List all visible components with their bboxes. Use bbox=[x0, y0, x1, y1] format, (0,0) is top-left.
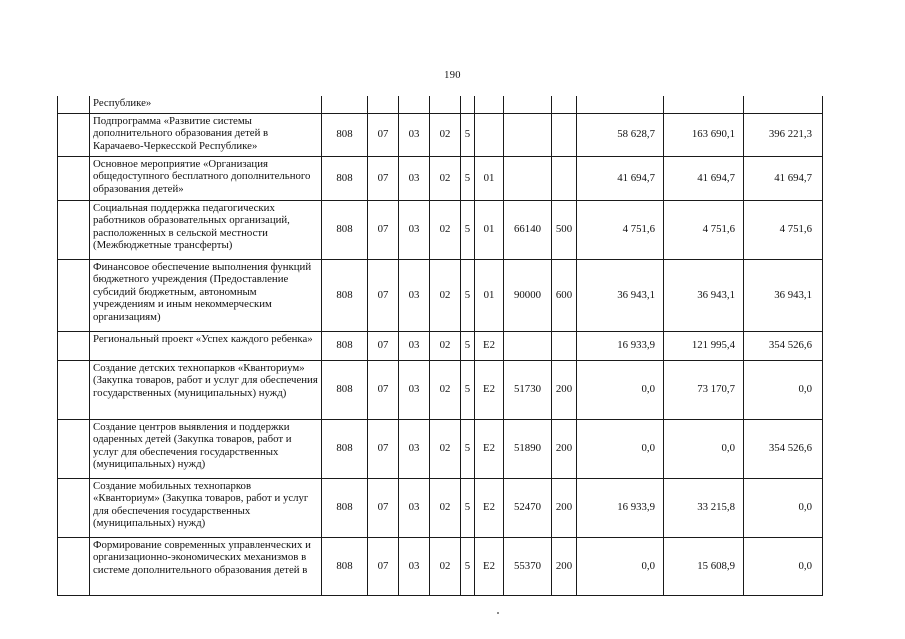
page-number: 190 bbox=[444, 70, 461, 81]
blank-cell bbox=[58, 537, 90, 595]
event-code-cell: E2 bbox=[475, 419, 504, 478]
blank-cell bbox=[58, 259, 90, 331]
subsection-cell: 03 bbox=[399, 156, 430, 200]
expense-type-cell: 600 bbox=[552, 259, 577, 331]
event-code-cell: E2 bbox=[475, 331, 504, 360]
subprogram-code-cell bbox=[461, 96, 475, 113]
expense-type-cell: 200 bbox=[552, 360, 577, 419]
blank-cell bbox=[58, 113, 90, 156]
table-row bbox=[58, 113, 823, 156]
item-name-cell: Социальная поддержка педагогических работников образовательных организаций, расположенных в сельской местности (Межбюджетные трансферты) bbox=[90, 200, 322, 259]
subsection-cell: 03 bbox=[399, 113, 430, 156]
ved-cell: 808 bbox=[322, 478, 368, 537]
amount-year1-cell: 58 628,7 bbox=[577, 113, 664, 156]
amount-year2-cell: 163 690,1 bbox=[664, 113, 744, 156]
blank-cell bbox=[58, 96, 90, 113]
amount-year3-cell: 41 694,7 bbox=[744, 156, 823, 200]
direction-code-cell bbox=[504, 113, 552, 156]
subsection-cell: 03 bbox=[399, 537, 430, 595]
section-cell: 07 bbox=[368, 200, 399, 259]
event-code-cell bbox=[475, 96, 504, 113]
item-name-cell: Формирование современных управленческих и организационно-экономических механизмов в системе дополнительного образования детей в bbox=[90, 537, 322, 595]
expense-type-cell: 200 bbox=[552, 419, 577, 478]
expense-type-cell bbox=[552, 113, 577, 156]
amount-year1-cell: 0,0 bbox=[577, 537, 664, 595]
amount-year1-cell: 0,0 bbox=[577, 360, 664, 419]
subsection-cell: 03 bbox=[399, 200, 430, 259]
table-row bbox=[58, 537, 823, 595]
section-cell: 07 bbox=[368, 113, 399, 156]
subprogram-code-cell: 5 bbox=[461, 200, 475, 259]
direction-code-cell: 66140 bbox=[504, 200, 552, 259]
item-name-cell: Создание мобильных технопарков «Кванториум» (Закупка товаров, работ и услуг для обеспечения государственных (муниципальных) нужд) bbox=[90, 478, 322, 537]
section-cell: 07 bbox=[368, 156, 399, 200]
amount-year1-cell bbox=[577, 96, 664, 113]
amount-year3-cell: 396 221,3 bbox=[744, 113, 823, 156]
expense-type-cell bbox=[552, 331, 577, 360]
table-row bbox=[58, 200, 823, 259]
budget-table bbox=[57, 96, 823, 596]
amount-year2-cell bbox=[664, 96, 744, 113]
direction-code-cell bbox=[504, 156, 552, 200]
program-code-cell: 02 bbox=[430, 419, 461, 478]
ved-cell: 808 bbox=[322, 331, 368, 360]
amount-year3-cell: 354 526,6 bbox=[744, 419, 823, 478]
expense-type-cell bbox=[552, 96, 577, 113]
subprogram-code-cell: 5 bbox=[461, 259, 475, 331]
event-code-cell: 01 bbox=[475, 156, 504, 200]
subprogram-code-cell: 5 bbox=[461, 478, 475, 537]
program-code-cell: 02 bbox=[430, 360, 461, 419]
program-code-cell: 02 bbox=[430, 537, 461, 595]
subsection-cell: 03 bbox=[399, 259, 430, 331]
direction-code-cell: 51730 bbox=[504, 360, 552, 419]
item-name-cell: Республике» bbox=[90, 96, 322, 113]
blank-cell bbox=[58, 478, 90, 537]
ved-cell: 808 bbox=[322, 113, 368, 156]
program-code-cell bbox=[430, 96, 461, 113]
amount-year2-cell: 73 170,7 bbox=[664, 360, 744, 419]
scan-speck bbox=[497, 612, 499, 614]
blank-cell bbox=[58, 200, 90, 259]
ved-cell: 808 bbox=[322, 156, 368, 200]
program-code-cell: 02 bbox=[430, 331, 461, 360]
program-code-cell: 02 bbox=[430, 200, 461, 259]
subprogram-code-cell: 5 bbox=[461, 331, 475, 360]
direction-code-cell: 55370 bbox=[504, 537, 552, 595]
section-cell: 07 bbox=[368, 478, 399, 537]
amount-year2-cell: 41 694,7 bbox=[664, 156, 744, 200]
table-row bbox=[58, 259, 823, 331]
table-row bbox=[58, 156, 823, 200]
amount-year1-cell: 16 933,9 bbox=[577, 331, 664, 360]
subprogram-code-cell: 5 bbox=[461, 113, 475, 156]
amount-year1-cell: 0,0 bbox=[577, 419, 664, 478]
ved-cell: 808 bbox=[322, 360, 368, 419]
amount-year3-cell: 0,0 bbox=[744, 478, 823, 537]
section-cell: 07 bbox=[368, 331, 399, 360]
event-code-cell: 01 bbox=[475, 259, 504, 331]
item-name-cell: Основное мероприятие «Организация общедоступного бесплатного дополнительного образования детей» bbox=[90, 156, 322, 200]
blank-cell bbox=[58, 419, 90, 478]
subsection-cell: 03 bbox=[399, 478, 430, 537]
event-code-cell bbox=[475, 113, 504, 156]
expense-type-cell: 200 bbox=[552, 478, 577, 537]
amount-year3-cell: 36 943,1 bbox=[744, 259, 823, 331]
blank-cell bbox=[58, 331, 90, 360]
subprogram-code-cell: 5 bbox=[461, 360, 475, 419]
table-row bbox=[58, 360, 823, 419]
amount-year3-cell: 0,0 bbox=[744, 537, 823, 595]
amount-year3-cell: 0,0 bbox=[744, 360, 823, 419]
table-row bbox=[58, 96, 823, 113]
subprogram-code-cell: 5 bbox=[461, 419, 475, 478]
direction-code-cell bbox=[504, 96, 552, 113]
event-code-cell: E2 bbox=[475, 478, 504, 537]
direction-code-cell: 52470 bbox=[504, 478, 552, 537]
amount-year2-cell: 0,0 bbox=[664, 419, 744, 478]
event-code-cell: E2 bbox=[475, 537, 504, 595]
ved-cell bbox=[322, 96, 368, 113]
direction-code-cell bbox=[504, 331, 552, 360]
item-name-cell: Создание центров выявления и поддержки одаренных детей (Закупка товаров, работ и услуг для обеспечения государственных (муниципальных) нужд) bbox=[90, 419, 322, 478]
amount-year1-cell: 4 751,6 bbox=[577, 200, 664, 259]
blank-cell bbox=[58, 156, 90, 200]
item-name-cell: Региональный проект «Успех каждого ребенка» bbox=[90, 331, 322, 360]
section-cell: 07 bbox=[368, 360, 399, 419]
section-cell: 07 bbox=[368, 259, 399, 331]
amount-year2-cell: 4 751,6 bbox=[664, 200, 744, 259]
blank-cell bbox=[58, 360, 90, 419]
ved-cell: 808 bbox=[322, 200, 368, 259]
direction-code-cell: 51890 bbox=[504, 419, 552, 478]
direction-code-cell: 90000 bbox=[504, 259, 552, 331]
amount-year2-cell: 36 943,1 bbox=[664, 259, 744, 331]
ved-cell: 808 bbox=[322, 537, 368, 595]
program-code-cell: 02 bbox=[430, 259, 461, 331]
table-row bbox=[58, 331, 823, 360]
section-cell bbox=[368, 96, 399, 113]
program-code-cell: 02 bbox=[430, 156, 461, 200]
amount-year1-cell: 36 943,1 bbox=[577, 259, 664, 331]
amount-year3-cell bbox=[744, 96, 823, 113]
item-name-cell: Создание детских технопарков «Кванториум» (Закупка товаров, работ и услуг для обеспечения государственных (муниципальных) нужд) bbox=[90, 360, 322, 419]
item-name-cell: Подпрограмма «Развитие системы дополнительного образования детей в Карачаево-Черкесской Республике» bbox=[90, 113, 322, 156]
expense-type-cell bbox=[552, 156, 577, 200]
section-cell: 07 bbox=[368, 419, 399, 478]
amount-year1-cell: 16 933,9 bbox=[577, 478, 664, 537]
subsection-cell: 03 bbox=[399, 331, 430, 360]
amount-year3-cell: 354 526,6 bbox=[744, 331, 823, 360]
subsection-cell: 03 bbox=[399, 360, 430, 419]
section-cell: 07 bbox=[368, 537, 399, 595]
subsection-cell: 03 bbox=[399, 419, 430, 478]
event-code-cell: 01 bbox=[475, 200, 504, 259]
amount-year3-cell: 4 751,6 bbox=[744, 200, 823, 259]
amount-year2-cell: 15 608,9 bbox=[664, 537, 744, 595]
subprogram-code-cell: 5 bbox=[461, 156, 475, 200]
amount-year2-cell: 33 215,8 bbox=[664, 478, 744, 537]
subprogram-code-cell: 5 bbox=[461, 537, 475, 595]
event-code-cell: E2 bbox=[475, 360, 504, 419]
table-row bbox=[58, 419, 823, 478]
program-code-cell: 02 bbox=[430, 113, 461, 156]
amount-year1-cell: 41 694,7 bbox=[577, 156, 664, 200]
amount-year2-cell: 121 995,4 bbox=[664, 331, 744, 360]
program-code-cell: 02 bbox=[430, 478, 461, 537]
ved-cell: 808 bbox=[322, 419, 368, 478]
table-row bbox=[58, 478, 823, 537]
expense-type-cell: 200 bbox=[552, 537, 577, 595]
subsection-cell bbox=[399, 96, 430, 113]
expense-type-cell: 500 bbox=[552, 200, 577, 259]
ved-cell: 808 bbox=[322, 259, 368, 331]
item-name-cell: Финансовое обеспечение выполнения функций бюджетного учреждения (Предоставление субсидий бюджетным, автономным учреждениям и иным некоммерческим организациям) bbox=[90, 259, 322, 331]
